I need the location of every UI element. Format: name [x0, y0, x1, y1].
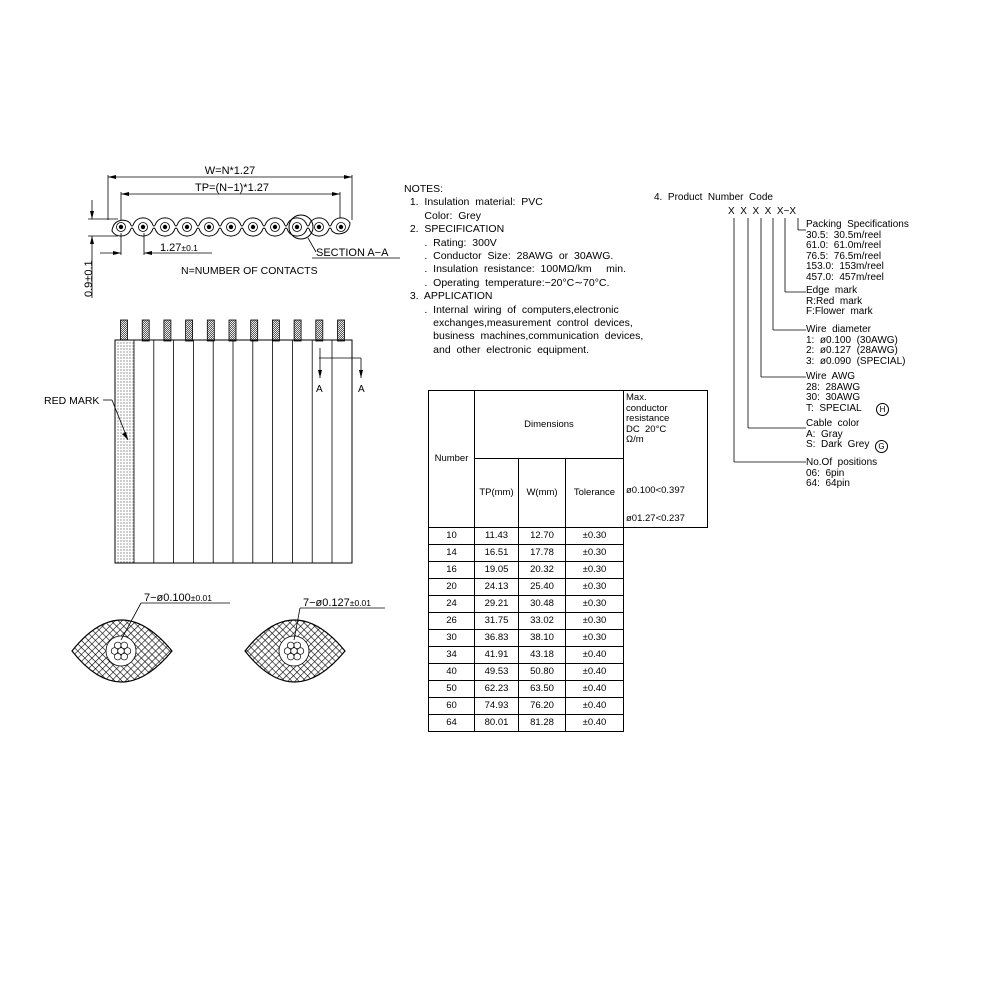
table-row — [429, 595, 708, 612]
wire-diameter-spec: Wire diameter 1: ø0.100 (30AWG) 2: ø0.127 (28AWG) 3: ø0.090 (SPECIAL) — [806, 324, 906, 367]
cell-number: 34 — [429, 646, 475, 663]
cell-tp: 31.75 — [475, 612, 519, 629]
cell-w: 76.20 — [519, 697, 566, 714]
wire-cross-section-1 — [72, 592, 230, 682]
col-dimensions: Dimensions — [475, 391, 624, 459]
section-mark-right: A — [358, 384, 365, 395]
strand — [287, 642, 294, 649]
strand-label-2: 7−ø0.127±0.01 — [303, 597, 372, 609]
notes-line: . Internal wiring of computers,electronic — [404, 303, 619, 316]
conductor-core — [295, 225, 299, 229]
cell-w: 17.78 — [519, 544, 566, 561]
red-mark-label: RED MARK — [44, 395, 100, 407]
notes-block — [404, 183, 643, 357]
thickness-label: 0.9±0.1 — [83, 260, 95, 297]
cell-number: 40 — [429, 663, 475, 680]
notes-line: 2. SPECIFICATION — [404, 223, 505, 236]
strand-label-1: 7−ø0.100±0.01 — [144, 592, 213, 604]
conductor-core — [317, 225, 321, 229]
cell-number: 14 — [429, 544, 475, 561]
cell-w: 43.18 — [519, 646, 566, 663]
wire-cross-section-2 — [245, 597, 385, 682]
conductor-core — [207, 225, 211, 229]
cell-tp: 74.93 — [475, 697, 519, 714]
conductor-core — [185, 225, 189, 229]
wire-end — [338, 320, 345, 341]
cable-outline — [115, 340, 352, 563]
conductor-core — [273, 225, 277, 229]
cell-tolerance: ±0.40 — [566, 646, 624, 663]
table-row — [429, 663, 708, 680]
cell-w: 30.48 — [519, 595, 566, 612]
cell-w: 20.32 — [519, 561, 566, 578]
table-row — [429, 714, 708, 731]
cell-number: 26 — [429, 612, 475, 629]
cell-tolerance: ±0.40 — [566, 680, 624, 697]
cell-tolerance: ±0.30 — [566, 612, 624, 629]
w-dimension-label: W=N*1.27 — [204, 165, 256, 177]
strand — [121, 642, 128, 649]
resistance-028: ø01.27<0.237 — [626, 513, 685, 524]
cell-tp: 24.13 — [475, 578, 519, 595]
table-row — [429, 680, 708, 697]
cell-tolerance: ±0.40 — [566, 697, 624, 714]
cell-tp: 80.01 — [475, 714, 519, 731]
wire-end — [121, 320, 128, 341]
cell-number: 64 — [429, 714, 475, 731]
awg-circle-mark: H — [876, 403, 889, 416]
table-row — [429, 612, 708, 629]
cable-color-spec: Cable color A: Gray S: Dark Grey — [806, 418, 870, 450]
cell-w: 50.80 — [519, 663, 566, 680]
strand — [294, 642, 301, 649]
cell-w: 38.10 — [519, 629, 566, 646]
product-code-title: 4. Product Number Code — [654, 192, 773, 203]
wire-end — [251, 320, 258, 341]
notes-line: 1. Insulation material: PVC — [404, 196, 543, 209]
pitch-label: 1.27±0.1 — [160, 242, 198, 254]
table-row — [429, 527, 708, 544]
notes-line: . Conductor Size: 28AWG or 30AWG. — [404, 250, 614, 263]
table-row — [429, 629, 708, 646]
section-mark-left: A — [316, 384, 323, 395]
edge-mark-spec: Edge mark R:Red mark F:Flower mark — [806, 285, 873, 317]
conductor-core — [251, 225, 255, 229]
strand — [294, 653, 301, 660]
contacts-note: N=NUMBER OF CONTACTS — [181, 265, 318, 277]
cell-tp: 19.05 — [475, 561, 519, 578]
tp-dimension-label: TP=(N−1)*1.27 — [195, 182, 269, 194]
cell-tolerance: ±0.40 — [566, 714, 624, 731]
cell-number: 60 — [429, 697, 475, 714]
strand — [121, 653, 128, 660]
wire-end — [272, 320, 279, 341]
conductor-core — [339, 225, 343, 229]
packing-spec: Packing Specifications 30.5: 30.5m/reel 61.0: 61.0m/reel 76.5: 76.5m/reel 153.0: 153m/reel 457.0: 457m/reel — [806, 219, 909, 283]
product-code-pattern: X X X X X−X — [728, 206, 797, 217]
color-circle-mark: G — [875, 440, 888, 453]
notes-line: . Rating: 300V — [404, 236, 497, 249]
cell-tolerance: ±0.30 — [566, 629, 624, 646]
col-max-resistance: Max. conductor resistance DC 20°C Ω/m ø0.100<0.397 ø01.27<0.237 — [624, 391, 708, 528]
cell-number: 20 — [429, 578, 475, 595]
cell-number: 30 — [429, 629, 475, 646]
resistance-030: ø0.100<0.397 — [626, 484, 685, 496]
cell-tolerance: ±0.30 — [566, 527, 624, 544]
cell-tp: 16.51 — [475, 544, 519, 561]
conductor-core — [229, 225, 233, 229]
table-row — [429, 578, 708, 595]
table-row — [429, 646, 708, 663]
cell-w: 12.70 — [519, 527, 566, 544]
dimensions-table — [428, 390, 708, 732]
notes-line: Color: Grey — [404, 209, 482, 222]
cell-tp: 49.53 — [475, 663, 519, 680]
notes-line: and other electronic equipment. — [404, 343, 590, 356]
product-code-tree — [734, 218, 806, 462]
wire-end — [207, 320, 214, 341]
red-mark-stripe — [115, 340, 134, 563]
top-cable-view — [83, 165, 400, 298]
notes-line: . Insulation resistance: 100MΩ/km min. — [404, 263, 627, 276]
table-row — [429, 697, 708, 714]
cell-tolerance: ±0.30 — [566, 578, 624, 595]
cell-number: 16 — [429, 561, 475, 578]
wire-end — [229, 320, 236, 341]
wire-end — [164, 320, 171, 341]
col-number: Number — [429, 391, 475, 528]
col-tolerance: Tolerance — [566, 459, 624, 527]
wire-end — [294, 320, 301, 341]
cell-tp: 11.43 — [475, 527, 519, 544]
section-a-a-label: SECTION A−A — [316, 247, 389, 259]
conductor-core — [163, 225, 167, 229]
wire-end — [142, 320, 149, 341]
cell-tp: 29.21 — [475, 595, 519, 612]
cell-w: 63.50 — [519, 680, 566, 697]
cell-tp: 41.91 — [475, 646, 519, 663]
conductor-core — [119, 225, 123, 229]
wire-awg-spec: Wire AWG 28: 28AWG 30: 30AWG T: SPECIAL — [806, 371, 862, 414]
notes-line: . Operating temperature:−20°C∼70°C. — [404, 276, 610, 289]
cell-tolerance: ±0.30 — [566, 595, 624, 612]
col-w: W(mm) — [519, 459, 566, 527]
notes-heading: NOTES: — [404, 183, 444, 195]
cell-w: 33.02 — [519, 612, 566, 629]
cell-tolerance: ±0.30 — [566, 544, 624, 561]
wire-end — [186, 320, 193, 341]
strand — [114, 642, 121, 649]
cell-tolerance: ±0.30 — [566, 561, 624, 578]
cell-number: 50 — [429, 680, 475, 697]
notes-line: exchanges,measurement control devices, — [404, 317, 633, 330]
cell-tp: 36.83 — [475, 629, 519, 646]
conductor-core — [141, 225, 145, 229]
table-row — [429, 561, 708, 578]
wire-end — [316, 320, 323, 341]
col-tp: TP(mm) — [475, 459, 519, 527]
cell-tp: 62.23 — [475, 680, 519, 697]
cell-w: 81.28 — [519, 714, 566, 731]
cell-number: 24 — [429, 595, 475, 612]
cell-w: 25.40 — [519, 578, 566, 595]
cell-number: 10 — [429, 527, 475, 544]
cell-tolerance: ±0.40 — [566, 663, 624, 680]
flat-cable-side-view — [44, 320, 365, 563]
positions-spec: No.Of positions 06: 6pin 64: 64pin — [806, 457, 878, 489]
notes-line: 3. APPLICATION — [404, 290, 493, 303]
notes-line: business machines,communication devices, — [404, 330, 644, 343]
table-row — [429, 544, 708, 561]
